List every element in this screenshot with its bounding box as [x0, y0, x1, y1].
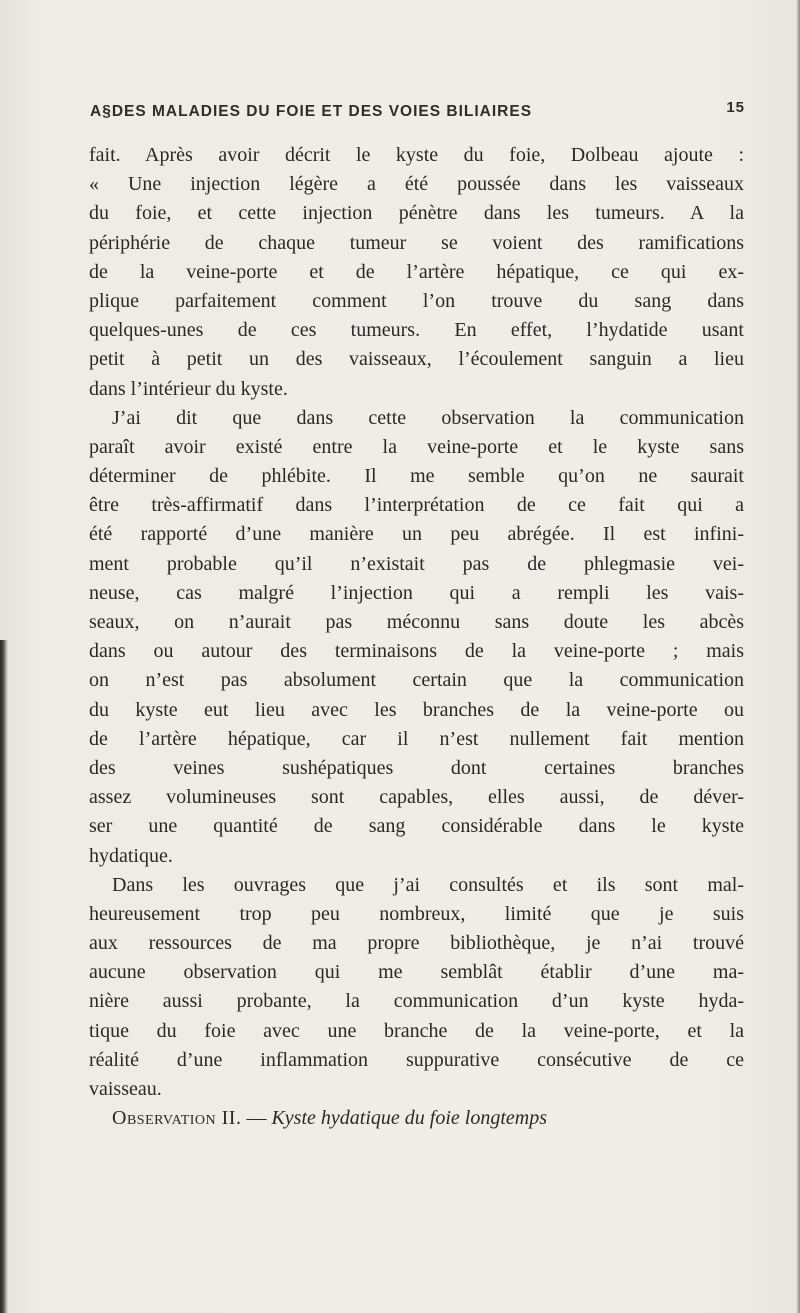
body-text	[89, 141, 744, 1133]
observation-dash: —	[246, 1107, 267, 1130]
text-line: ment probable qu’il n’existait pas de phlegmasie vei-	[89, 552, 744, 575]
text-line: aux ressources de ma propre bibliothèque, je n’ai trouvé	[89, 932, 744, 955]
text-line: dans ou autour des terminaisons de la veine-porte ; mais	[89, 640, 744, 663]
text-line: assez volumineuses sont capables, elles aussi, de déver-	[89, 786, 744, 809]
text-line: de la veine-porte et de l’artère hépatique, ce qui ex-	[89, 260, 744, 283]
page-edge-shadow	[0, 640, 8, 1313]
running-title: A§DES MALADIES DU FOIE ET DES VOIES BILIAIRES	[90, 103, 533, 120]
text-line: périphérie de chaque tumeur se voient des ramifications	[89, 231, 744, 254]
text-line: fait. Après avoir décrit le kyste du foie, Dolbeau ajoute :	[89, 144, 744, 166]
text-line: seaux, on n’aurait pas méconnu sans doute les abcès	[89, 611, 744, 633]
text-line: neuse, cas malgré l’injection qui a rempli les vais-	[89, 581, 744, 604]
text-line: être très-affirmatif dans l’interprétation de ce fait qui a	[89, 494, 744, 517]
observation-heading	[89, 1104, 744, 1133]
text-line: Dans les ouvrages que j’ai consultés et ils sont mal-	[112, 873, 744, 896]
text-line: nière aussi probante, la communication d’un kyste hyda-	[89, 990, 744, 1013]
observation-label: Observation II.	[112, 1107, 242, 1130]
text-line: déterminer de phlébite. Il me semble qu’on ne saurait	[89, 465, 744, 488]
text-line: dans l’intérieur du kyste.	[89, 377, 288, 400]
text-line: vaisseau.	[89, 1078, 162, 1100]
text-line: « Une injection légère a été poussée dans les vaisseaux	[89, 173, 744, 196]
text-line: de l’artère hépatique, car il n’est nullement fait mention	[89, 727, 744, 750]
text-line: plique parfaitement comment l’on trouve du sang dans	[89, 289, 744, 312]
text-line: tique du foie avec une branche de la veine-porte, et la	[89, 1019, 744, 1042]
text-line: on n’est pas absolument certain que la communication	[89, 669, 744, 692]
text-line: aucune observation qui me semblât établir d’une ma-	[89, 961, 744, 984]
text-line: heureusement trop peu nombreux, limité que je suis	[89, 902, 744, 925]
observation-title: Kyste hydatique du foie longtemps	[271, 1107, 547, 1130]
text-line: réalité d’une inflammation suppurative consécutive de ce	[89, 1048, 744, 1071]
text-line: hydatique.	[89, 844, 173, 867]
running-header	[90, 99, 745, 127]
text-line: quelques-unes de ces tumeurs. En effet, l’hydatide usant	[89, 319, 744, 342]
page-number: 15	[726, 99, 745, 116]
text-line: J’ai dit que dans cette observation la communication	[112, 406, 744, 429]
text-line: petit à petit un des vaisseaux, l’écoulement sanguin a lieu	[89, 348, 744, 371]
text-line: du foie, et cette injection pénètre dans les tumeurs. A la	[89, 202, 744, 225]
page-right-edge	[796, 0, 800, 1313]
text-line: paraît avoir existé entre la veine-porte et le kyste sans	[89, 435, 744, 458]
text-line: des veines sushépatiques dont certaines branches	[89, 756, 744, 779]
text-line: été rapporté d’une manière un peu abrégée. Il est infini-	[89, 523, 744, 546]
text-line: du kyste eut lieu avec les branches de la veine-porte ou	[89, 698, 744, 721]
text-line: ser une quantité de sang considérable dans le kyste	[89, 815, 744, 838]
